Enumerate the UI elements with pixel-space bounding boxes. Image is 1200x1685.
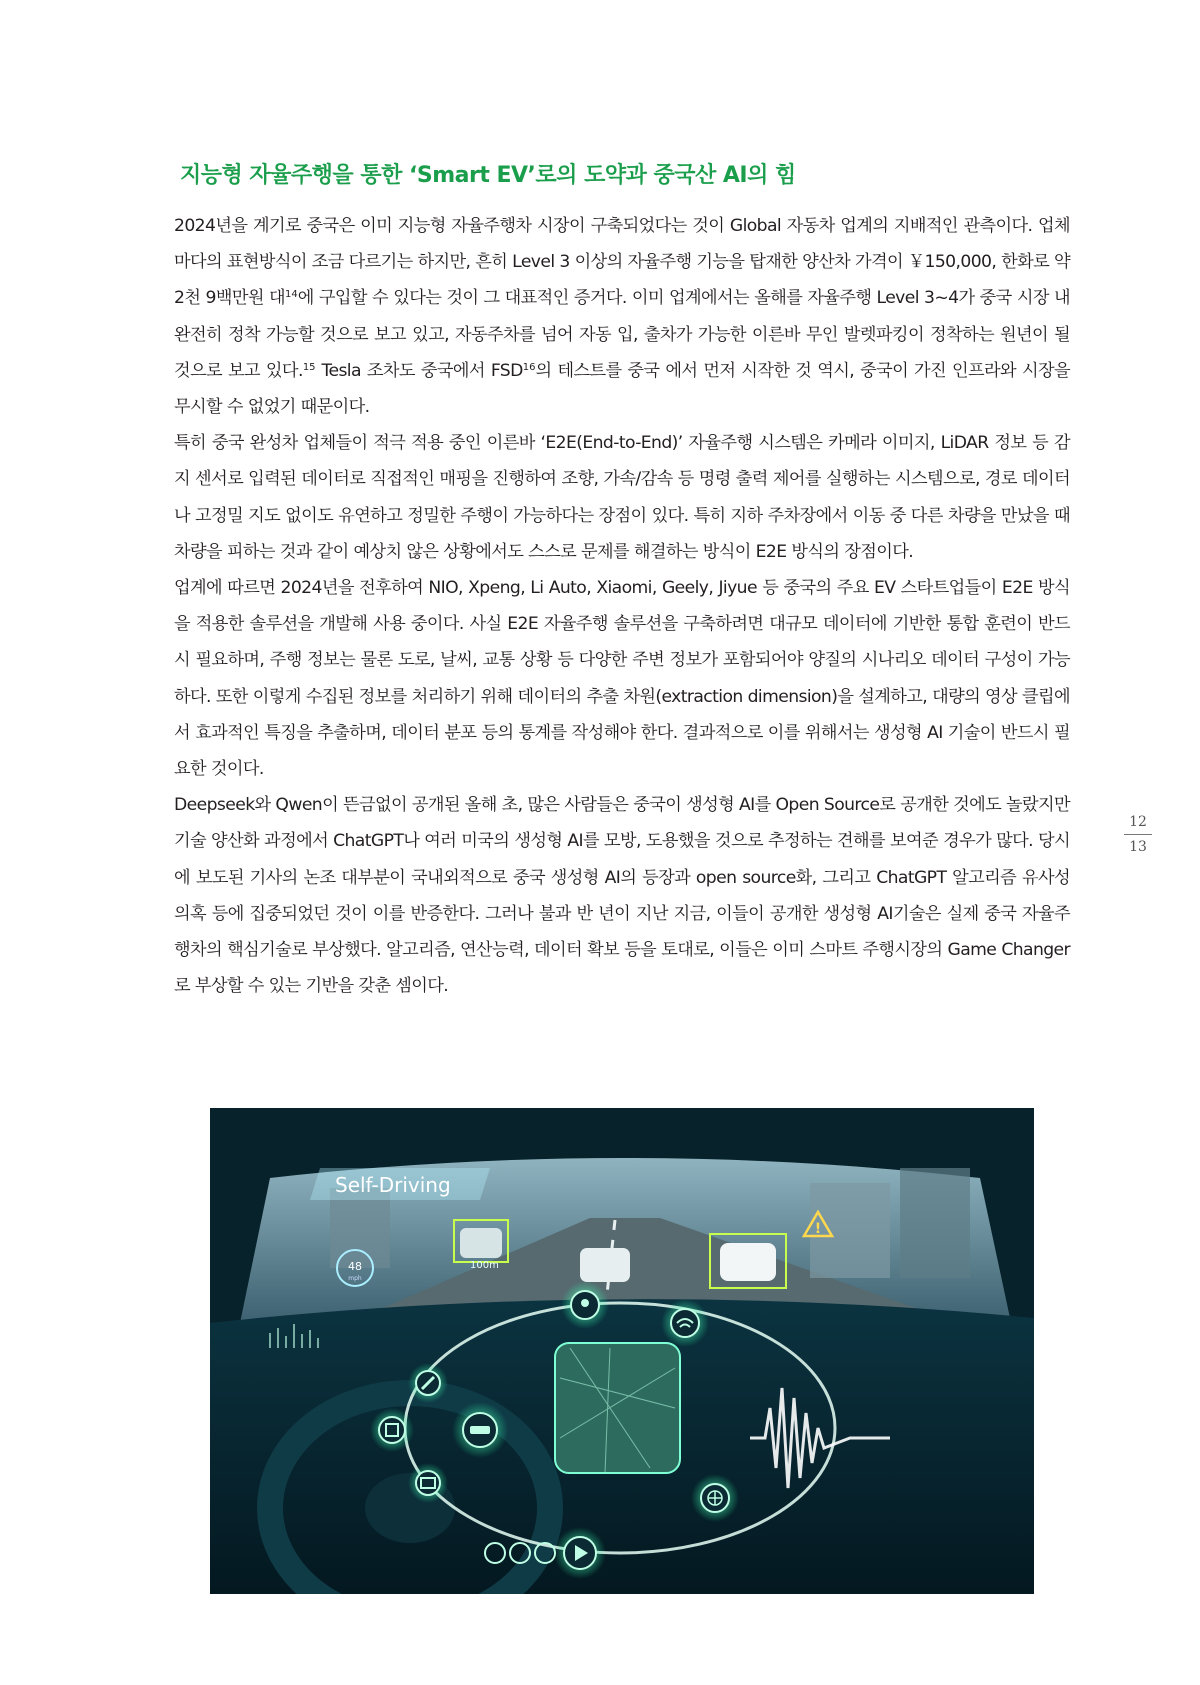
distance-readout: 100m <box>470 1260 499 1271</box>
paragraph-text: 의 테스트를 중국 에서 먼저 시작한 것 역시, 중국이 가진 인프라와 시장을 무시할 수 없었기 때문이다. <box>174 360 1070 418</box>
section-heading: 지능형 자율주행을 통한 ‘Smart EV’로의 도약과 중국산 AI의 힘 <box>180 163 796 188</box>
page-number <box>1118 812 1158 857</box>
chip-icon <box>370 1408 414 1452</box>
location-pin-icon <box>561 1281 609 1329</box>
hud-title: Self-Driving <box>335 1173 451 1197</box>
paragraph-text: Tesla 조차도 중국에서 FSD <box>315 360 523 381</box>
car-icon <box>452 1402 508 1458</box>
satellite-icon <box>408 1363 448 1403</box>
paragraph <box>174 208 1070 425</box>
wifi-icon <box>661 1299 709 1347</box>
speed-unit: mph <box>348 1275 362 1282</box>
paragraph-text: 에 구입할 수 있다는 것이 그 대표적인 증거다. 이미 업계에서는 올해를 자율주행 Level 3~4가 중국 시장 내 완전히 정착 가능할 것으로 보고 있고, 자동주차를 넘어 자동 입, 출차가 가능한 이른바 무인 발렛파킹이 정착하는 원년이 될 것으로 보고 있다. <box>174 288 1070 381</box>
paragraph-text: 특히 중국 완성차 업체들이 적극 적용 중인 이른바 ‘E2E(End-to-End)’ 자율주행 시스템은 카메라 이미지, LiDAR 정보 등 감지 센서로 입력된 데이터로 직접적인 매핑을 진행하여 조향, 가속/감속 등 명령 출력 제어를 실행하는 시스템으로, 경로 데이터나 고정밀 지도 없이도 유연하고 정밀한 주행이 가능하다는 장점이 있다. 특히 지하 주차장에서 이동 중 다른 차량을 만났을 때 차량을 피하는 것과 같이 예상치 않은 상황에서도 스스로 문제를 해결하는 방식이 E2E 방식의 장점이다. <box>174 433 1070 562</box>
paragraph <box>174 570 1070 787</box>
paragraph <box>174 787 1070 1004</box>
self-driving-car-photo <box>210 1108 1034 1594</box>
footnote-marker: 16 <box>522 361 536 373</box>
play-icon <box>554 1527 606 1579</box>
paragraph <box>174 425 1070 570</box>
paragraph-text: Deepseek와 Qwen이 뜬금없이 공개된 올해 초, 많은 사람들은 중국이 생성형 AI를 Open Source로 공개한 것에도 놀랐지만 기술 양산화 과정에서 ChatGPT나 여러 미국의 생성형 AI를 모방, 도용했을 것으로 추정하는 견해를 보여준 경우가 많다. 당시에 보도된 기사의 논조 대부분이 국내외적으로 중국 생성형 AI의 등장과 open source화, 그리고 ChatGPT 알고리즘 유사성 의혹 등에 집중되었던 것이 이를 반증한다. 그러나 불과 반 년이 지난 지금, 이들이 공개한 생성형 AI기술은 실제 중국 자율주행차의 핵심기술로 부상했다. 알고리즘, 연산능력, 데이터 확보 등을 토대로, 이들은 이미 스마트 주행시장의 Game Changer로 부상할 수 있는 기반을 갖춘 셈이다. <box>174 795 1070 997</box>
globe-icon <box>691 1474 739 1522</box>
paragraph-text: 업계에 따르면 2024년을 전후하여 NIO, Xpeng, Li Auto, Xiaomi, Geely, Jiyue 등 중국의 주요 EV 스타트업들이 E2E 방식을 적용한 솔루션을 개발해 사용 중이다. 사실 E2E 자율주행 솔루션을 구축하려면 대규모 데이터에 기반한 통합 훈련이 반드시 필요하며, 주행 정보는 물론 도로, 날씨, 교통 상황 등 다양한 주변 정보가 포함되어야 양질의 시나리오 데이터 구성이 가능하다. 또한 이렇게 수집된 정보를 처리하기 위해 데이터의 추출 차원(extraction dimension)을 설계하고, 대량의 영상 클립에서 효과적인 특징을 추출하며, 데이터 분포 등의 통계를 작성해야 한다. 결과적으로 이를 위해서는 생성형 AI 기술이 반드시 필요한 것이다. <box>174 578 1070 780</box>
svg-text:!: ! <box>814 1221 822 1237</box>
body-text <box>174 208 1070 1004</box>
page-number-right: 13 <box>1129 839 1147 855</box>
page-number-left: 12 <box>1129 814 1147 830</box>
page-number-divider <box>1124 834 1152 835</box>
footnote-marker: 14 <box>285 289 298 301</box>
hud-title-panel <box>310 1168 490 1200</box>
speed-value: 48 <box>348 1260 362 1273</box>
battery-icon <box>408 1463 448 1503</box>
paragraph-text: 2024년을 계기로 중국은 이미 지능형 자율주행차 시장이 구축되었다는 것이 Global 자동차 업계의 지배적인 관측이다. 업체마다의 표현방식이 조금 다르기는 하지만, 흔히 Level 3 이상의 자율주행 기능을 탑재한 양산차 가격이 ￥150,000, 한화로 약 2천 9백만원 대 <box>174 216 1070 309</box>
navigation-screen <box>555 1343 680 1473</box>
footnote-marker: 15 <box>302 361 316 373</box>
